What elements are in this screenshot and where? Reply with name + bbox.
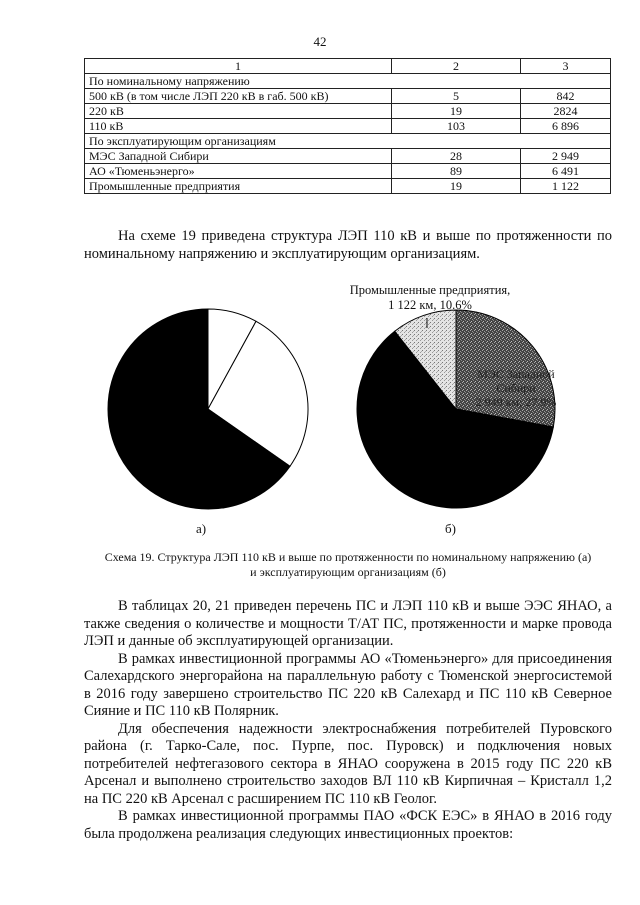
lines-table-body bbox=[85, 59, 611, 194]
body-paragraph-2: В рамках инвестиционной программы АО «Тюменьэнерго» для присоединения Салехардского энергорайона на параллельную работу с Тюменской энергосистемой в 2016 году завершено строительство ПС 220 кВ Салехард и ПС 110 кВ Северное Сияние и ПС 110 кВ Полярник. bbox=[84, 650, 612, 719]
table-row bbox=[85, 104, 611, 119]
row-length: 6 896 bbox=[521, 119, 611, 134]
caption-line-2: и эксплуатирующим организациям (б) bbox=[250, 565, 446, 579]
row-length: 6 491 bbox=[521, 164, 611, 179]
table-section-row bbox=[85, 134, 611, 149]
table-row bbox=[85, 149, 611, 164]
row-length: 2 949 bbox=[521, 149, 611, 164]
row-count: 28 bbox=[392, 149, 521, 164]
row-count: 5 bbox=[392, 89, 521, 104]
table-header-cell: 1 bbox=[85, 59, 392, 74]
table-header-cell: 2 bbox=[392, 59, 521, 74]
pie-b-inner-label-line: МЭС Западной bbox=[477, 367, 555, 381]
table-section-row bbox=[85, 74, 611, 89]
row-count: 19 bbox=[392, 104, 521, 119]
body-paragraph-4: В рамках инвестиционной программы ПАО «ФСК ЕЭС» в ЯНАО в 2016 году была продолжена реализация следующих инвестиционных проектов: bbox=[84, 808, 612, 842]
table-row bbox=[85, 164, 611, 179]
caption-line-1: Схема 19. Структура ЛЭП 110 кВ и выше по протяженности по номинальному напряжению (а) bbox=[104, 550, 592, 564]
row-label: МЭС Западной Сибири bbox=[85, 149, 392, 164]
row-count: 103 bbox=[392, 119, 521, 134]
body-paragraph-1: В таблицах 20, 21 приведен перечень ПС и ЛЭП 110 кВ и выше ЭЭС ЯНАО, а также сведения о количестве и мощности Т/АТ ПС, протяженности и марке провода ЛЭП и данные об эксплуатирующей организации. bbox=[84, 598, 612, 649]
body-paragraph-3: Для обеспечения надежности электроснабжения потребителей Пуровского района (г. Тарко-Сале, пос. Пурпе, пос. Пуровск) и подключения новых потребителей нефтегазового сектора в ЯНАО сооружена в 2015 году ПС 220 кВ Арсенал и выполнено строительство заходов ВЛ 110 кВ Кирпичная – Кристалл 1,2 на ПС 220 кВ Арсенал с расширением ПС 110 кВ Геолог. bbox=[84, 720, 612, 807]
pie-charts bbox=[90, 282, 560, 522]
intro-paragraph bbox=[84, 228, 612, 263]
table-header-row bbox=[85, 59, 611, 74]
panel-label-a: а) bbox=[196, 521, 207, 536]
table-row bbox=[85, 89, 611, 104]
panel-label-b: б) bbox=[445, 521, 456, 536]
pie-b-inner-label-line: 2 949 км; 27.9% bbox=[475, 395, 557, 409]
row-label: Промышленные предприятия bbox=[85, 179, 392, 194]
row-count: 89 bbox=[392, 164, 521, 179]
row-length: 2824 bbox=[521, 104, 611, 119]
table-row bbox=[85, 119, 611, 134]
row-length: 842 bbox=[521, 89, 611, 104]
pie-b-inner-label-line: Сибири bbox=[496, 381, 536, 395]
row-label: 220 кВ bbox=[85, 104, 392, 119]
figure-caption bbox=[84, 550, 612, 580]
section-label: По эксплуатирующим организациям bbox=[85, 134, 611, 149]
body-text bbox=[84, 598, 612, 843]
row-label: 500 кВ (в том числе ЛЭП 220 кВ в габ. 500 кВ) bbox=[85, 89, 392, 104]
row-length: 1 122 bbox=[521, 179, 611, 194]
page-number: 42 bbox=[313, 34, 327, 49]
section-label: По номинальному напряжению bbox=[85, 74, 611, 89]
pie-b-annotation-line: Промышленные предприятия, bbox=[349, 283, 511, 297]
lines-table bbox=[84, 58, 611, 194]
row-count: 19 bbox=[392, 179, 521, 194]
row-label: 110 кВ bbox=[85, 119, 392, 134]
pie-b-annotation-line: 1 122 км, 10.6% bbox=[388, 298, 472, 312]
row-label: АО «Тюменьэнерго» bbox=[85, 164, 392, 179]
intro-text: На схеме 19 приведена структура ЛЭП 110 кВ и выше по протяженности по номинальному напряжению и эксплуатирующим организациям. bbox=[84, 228, 612, 262]
table-row bbox=[85, 179, 611, 194]
table-header-cell: 3 bbox=[521, 59, 611, 74]
